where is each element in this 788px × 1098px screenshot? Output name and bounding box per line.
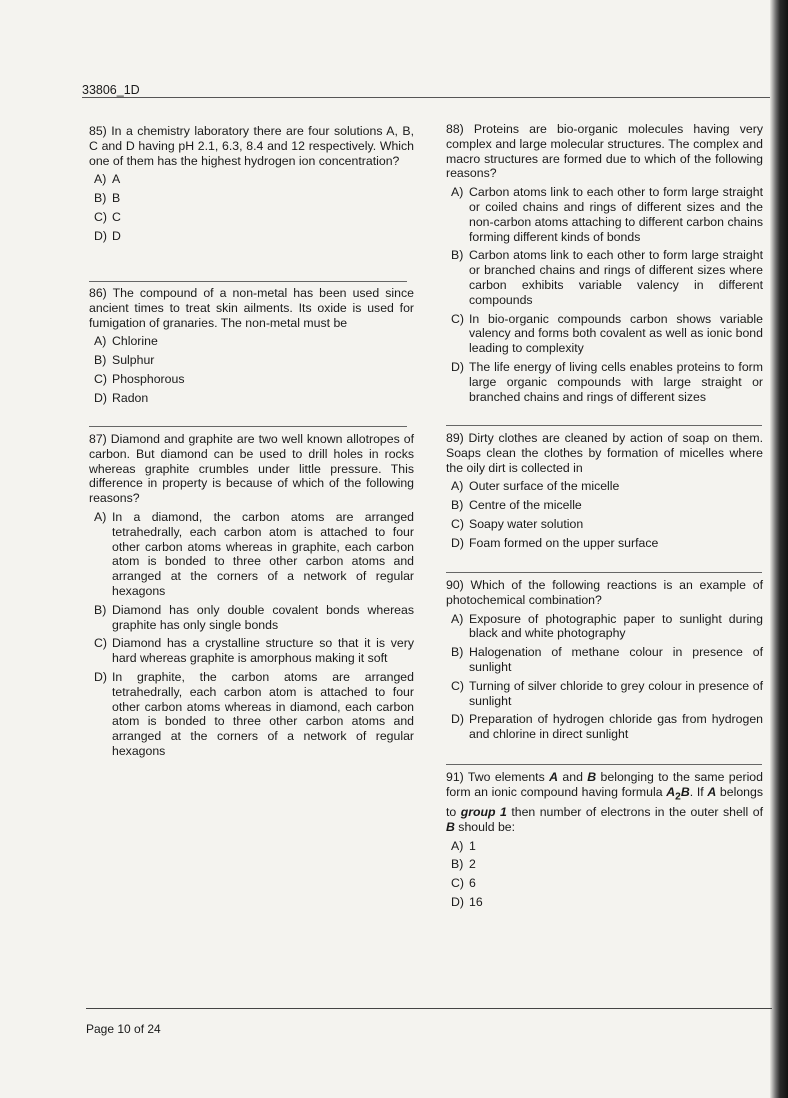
element-a: A bbox=[549, 770, 559, 784]
option-a[interactable] bbox=[94, 172, 414, 187]
stem-text: belonging to the same period form an ionic compound having formula bbox=[446, 770, 763, 799]
option-text: Diamond has only double covalent bonds whereas graphite has only single bonds bbox=[112, 602, 414, 632]
option-label: A) bbox=[94, 509, 107, 524]
option-text: In graphite, the carbon atoms are arranged tetrahedrally, each carbon atom is attached to four other carbon atoms whereas in diamond, each carbon atom is bonded to three other carbon atoms and arranged at the corners of a network of regular hexagons bbox=[112, 669, 414, 758]
option-d[interactable] bbox=[451, 536, 763, 551]
group-label: group 1 bbox=[460, 805, 507, 820]
stem-text: 91) Two elements bbox=[446, 770, 550, 784]
formula-b: B bbox=[680, 784, 690, 799]
option-text: 2 bbox=[469, 857, 476, 872]
option-text: D bbox=[112, 228, 121, 243]
option-a[interactable] bbox=[451, 185, 763, 244]
option-text: Preparation of hydrogen chloride gas from hydrogen and chlorine in direct sunlight bbox=[469, 712, 763, 742]
option-text: 6 bbox=[469, 876, 476, 891]
element-b: B bbox=[446, 819, 455, 834]
question-87 bbox=[89, 432, 414, 763]
option-b[interactable] bbox=[451, 857, 763, 872]
question-divider bbox=[446, 572, 762, 573]
option-label: B) bbox=[451, 645, 464, 660]
option-label: C) bbox=[94, 371, 107, 386]
question-88 bbox=[446, 122, 763, 408]
option-d[interactable] bbox=[94, 391, 414, 406]
option-label: B) bbox=[94, 191, 107, 206]
option-a[interactable] bbox=[94, 510, 414, 599]
option-c[interactable] bbox=[94, 210, 414, 225]
option-b[interactable] bbox=[451, 498, 763, 513]
option-text: Exposure of photographic paper to sunlight during black and white photography bbox=[469, 611, 763, 641]
option-text: C bbox=[112, 209, 121, 224]
option-b[interactable] bbox=[94, 603, 414, 633]
option-label: C) bbox=[94, 636, 107, 651]
option-text: A bbox=[112, 172, 121, 187]
question-89 bbox=[446, 431, 763, 555]
option-text: Diamond has a crystalline structure so that it is very hard whereas graphite is amorphous making it soft bbox=[112, 636, 414, 666]
option-label: C) bbox=[451, 311, 464, 326]
stem-text: should be: bbox=[454, 819, 516, 834]
option-a[interactable] bbox=[451, 839, 763, 854]
option-c[interactable] bbox=[451, 517, 763, 532]
option-text: Soapy water solution bbox=[469, 516, 584, 531]
question-divider bbox=[89, 426, 407, 427]
option-label: C) bbox=[451, 678, 464, 693]
element-b: B bbox=[587, 770, 597, 784]
stem-text: . If bbox=[689, 784, 708, 799]
option-text: Outer surface of the micelle bbox=[469, 479, 620, 494]
option-label: D) bbox=[451, 359, 464, 374]
option-label: B) bbox=[94, 353, 107, 368]
option-label: C) bbox=[451, 516, 464, 531]
option-c[interactable] bbox=[451, 312, 763, 356]
option-label: C) bbox=[94, 209, 107, 224]
question-stem: 89) Dirty clothes are cleaned by action of soap on them. Soaps clean the clothes by formation of micelles where the oily dirt is collected in bbox=[446, 431, 763, 475]
option-text: Turning of silver chloride to grey colour in presence of sunlight bbox=[469, 678, 763, 708]
question-stem: 90) Which of the following reactions is an example of photochemical combination? bbox=[446, 578, 763, 607]
stem-text: and bbox=[558, 770, 588, 784]
question-90 bbox=[446, 578, 763, 746]
question-91 bbox=[446, 770, 763, 914]
option-text: Carbon atoms link to each other to form large straight or branched chains and rings of different sizes where carbon exhibits variable valency in different compounds bbox=[469, 248, 763, 307]
question-stem: 85) In a chemistry laboratory there are four solutions A, B, C and D having pH 2.1, 6.3, 8.4 and 12 respectively. Which one of them has the highest hydrogen ion concentration? bbox=[89, 124, 414, 168]
option-text: Carbon atoms link to each other to form large straight or coiled chains and rings of different sizes and the non-carbon atoms attaching to different carbon chains forming different kinds of bonds bbox=[469, 185, 763, 244]
option-text: Sulphur bbox=[112, 353, 155, 368]
question-86 bbox=[89, 286, 414, 410]
option-text: Radon bbox=[112, 390, 149, 405]
option-b[interactable] bbox=[451, 248, 763, 307]
formula-a: A bbox=[666, 784, 676, 799]
element-a: A bbox=[707, 784, 717, 799]
option-a[interactable] bbox=[451, 479, 763, 494]
scan-edge-shadow bbox=[770, 0, 788, 1098]
option-d[interactable] bbox=[94, 670, 414, 759]
option-text: 1 bbox=[469, 838, 476, 853]
option-label: D) bbox=[94, 228, 107, 243]
question-stem bbox=[446, 770, 763, 835]
option-d[interactable] bbox=[451, 895, 763, 910]
page-number: Page 10 of 24 bbox=[86, 1022, 161, 1036]
option-label: B) bbox=[451, 498, 464, 513]
option-c[interactable] bbox=[94, 372, 414, 387]
option-b[interactable] bbox=[94, 353, 414, 368]
header-rule bbox=[82, 97, 770, 98]
question-stem: 86) The compound of a non-metal has been used since ancient times to treat skin ailments. Its oxide is used for fumigation of granaries. The non-metal must be bbox=[89, 286, 414, 330]
option-label: D) bbox=[451, 895, 464, 910]
footer-rule bbox=[86, 1008, 772, 1009]
question-stem: 87) Diamond and graphite are two well known allotropes of carbon. But diamond can be used to drill holes in rocks whereas graphite crumbles under little pressure. This difference in property is because of which of the following reasons? bbox=[89, 432, 414, 506]
option-label: B) bbox=[451, 857, 464, 872]
option-label: A) bbox=[451, 479, 464, 494]
option-text: B bbox=[112, 191, 121, 206]
option-label: B) bbox=[451, 248, 464, 263]
stem-text: belongs to bbox=[446, 784, 763, 820]
question-stem: 88) Proteins are bio-organic molecules having very complex and large molecular structures. The complex and macro structures are formed due to which of the following reasons? bbox=[446, 122, 763, 181]
option-text: Centre of the micelle bbox=[469, 498, 582, 513]
formula-subscript: 2 bbox=[675, 791, 681, 803]
option-label: D) bbox=[451, 712, 464, 727]
option-label: D) bbox=[94, 669, 107, 684]
stem-text: then number of electrons in the outer shell of bbox=[506, 805, 763, 820]
option-d[interactable] bbox=[94, 229, 414, 244]
option-d[interactable] bbox=[451, 360, 763, 404]
option-label: B) bbox=[94, 602, 107, 617]
option-d[interactable] bbox=[451, 712, 763, 742]
question-85 bbox=[89, 124, 414, 248]
option-text: In bio-organic compounds carbon shows variable valency and forms both covalent as well as ionic bond leading to complexity bbox=[469, 311, 763, 356]
option-text: Halogenation of methane colour in presence of sunlight bbox=[469, 645, 763, 674]
option-c[interactable] bbox=[94, 636, 414, 666]
option-label: C) bbox=[451, 876, 464, 891]
option-b[interactable] bbox=[94, 191, 414, 206]
document-code: 33806_1D bbox=[82, 83, 140, 97]
option-label: A) bbox=[451, 611, 464, 626]
option-text: Chlorine bbox=[112, 334, 158, 349]
option-text: The life energy of living cells enables proteins to form large organic compounds with large straight or branched chains and rings of different sizes bbox=[469, 359, 763, 404]
option-label: A) bbox=[94, 172, 107, 187]
question-divider bbox=[89, 281, 407, 282]
option-c[interactable] bbox=[451, 876, 763, 891]
option-label: A) bbox=[94, 334, 107, 349]
option-text: 16 bbox=[469, 895, 483, 910]
question-divider bbox=[446, 764, 762, 765]
option-label: D) bbox=[451, 535, 464, 550]
option-a[interactable] bbox=[451, 612, 763, 642]
option-c[interactable] bbox=[451, 679, 763, 709]
option-a[interactable] bbox=[94, 334, 414, 349]
option-label: A) bbox=[451, 838, 464, 853]
option-text: Phosphorous bbox=[112, 371, 185, 386]
option-text: In a diamond, the carbon atoms are arranged tetrahedrally, each carbon atom is attached to four other carbon atoms whereas in graphite, each carbon atom is bonded to three other carbon atoms and arranged at the corners of a network of regular hexagons bbox=[112, 509, 414, 598]
question-divider bbox=[446, 425, 762, 426]
option-text: Foam formed on the upper surface bbox=[469, 535, 659, 550]
option-b[interactable] bbox=[451, 645, 763, 675]
option-label: A) bbox=[451, 185, 464, 200]
option-label: D) bbox=[94, 390, 107, 405]
